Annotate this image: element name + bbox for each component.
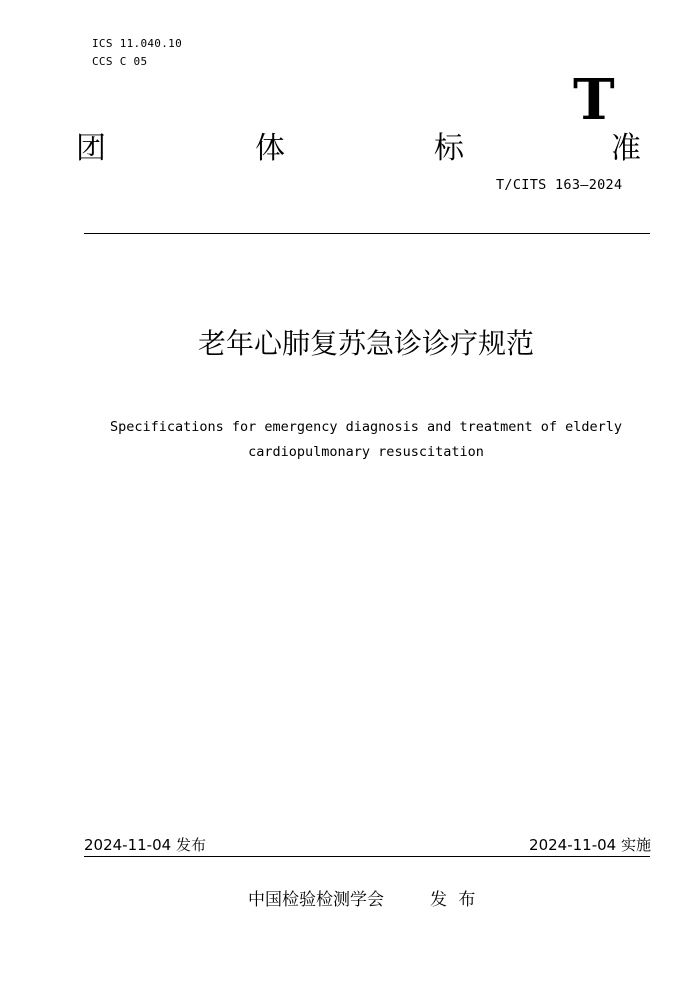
- document-title-chinese: 老年心肺复苏急诊诊疗规范: [197, 327, 534, 360]
- standard-type-char: 标: [434, 131, 464, 166]
- english-title-line: cardiopulmonary resuscitation: [248, 444, 484, 460]
- document-title-english: [60, 415, 672, 465]
- standard-type-char: 团: [76, 131, 106, 166]
- publisher-name: 中国检验检测学会: [248, 890, 384, 910]
- standard-number: T/CITS 163—2024: [496, 177, 623, 193]
- release-label: 发 布: [430, 890, 479, 910]
- standard-logo-letter: T: [573, 67, 615, 133]
- standard-type-char: 准: [611, 131, 641, 166]
- implement-date: 2024-11-04 实施: [529, 836, 651, 854]
- footer-divider: [84, 856, 650, 857]
- ics-code: ICS 11.040.10: [92, 37, 182, 50]
- header-divider: [84, 233, 650, 234]
- standard-type-char: 体: [255, 131, 285, 166]
- english-title-line: Specifications for emergency diagnosis and treatment of elderly: [109, 419, 623, 435]
- ccs-code: CCS C 05: [92, 55, 148, 68]
- publish-date: 2024-11-04 发布: [84, 836, 206, 854]
